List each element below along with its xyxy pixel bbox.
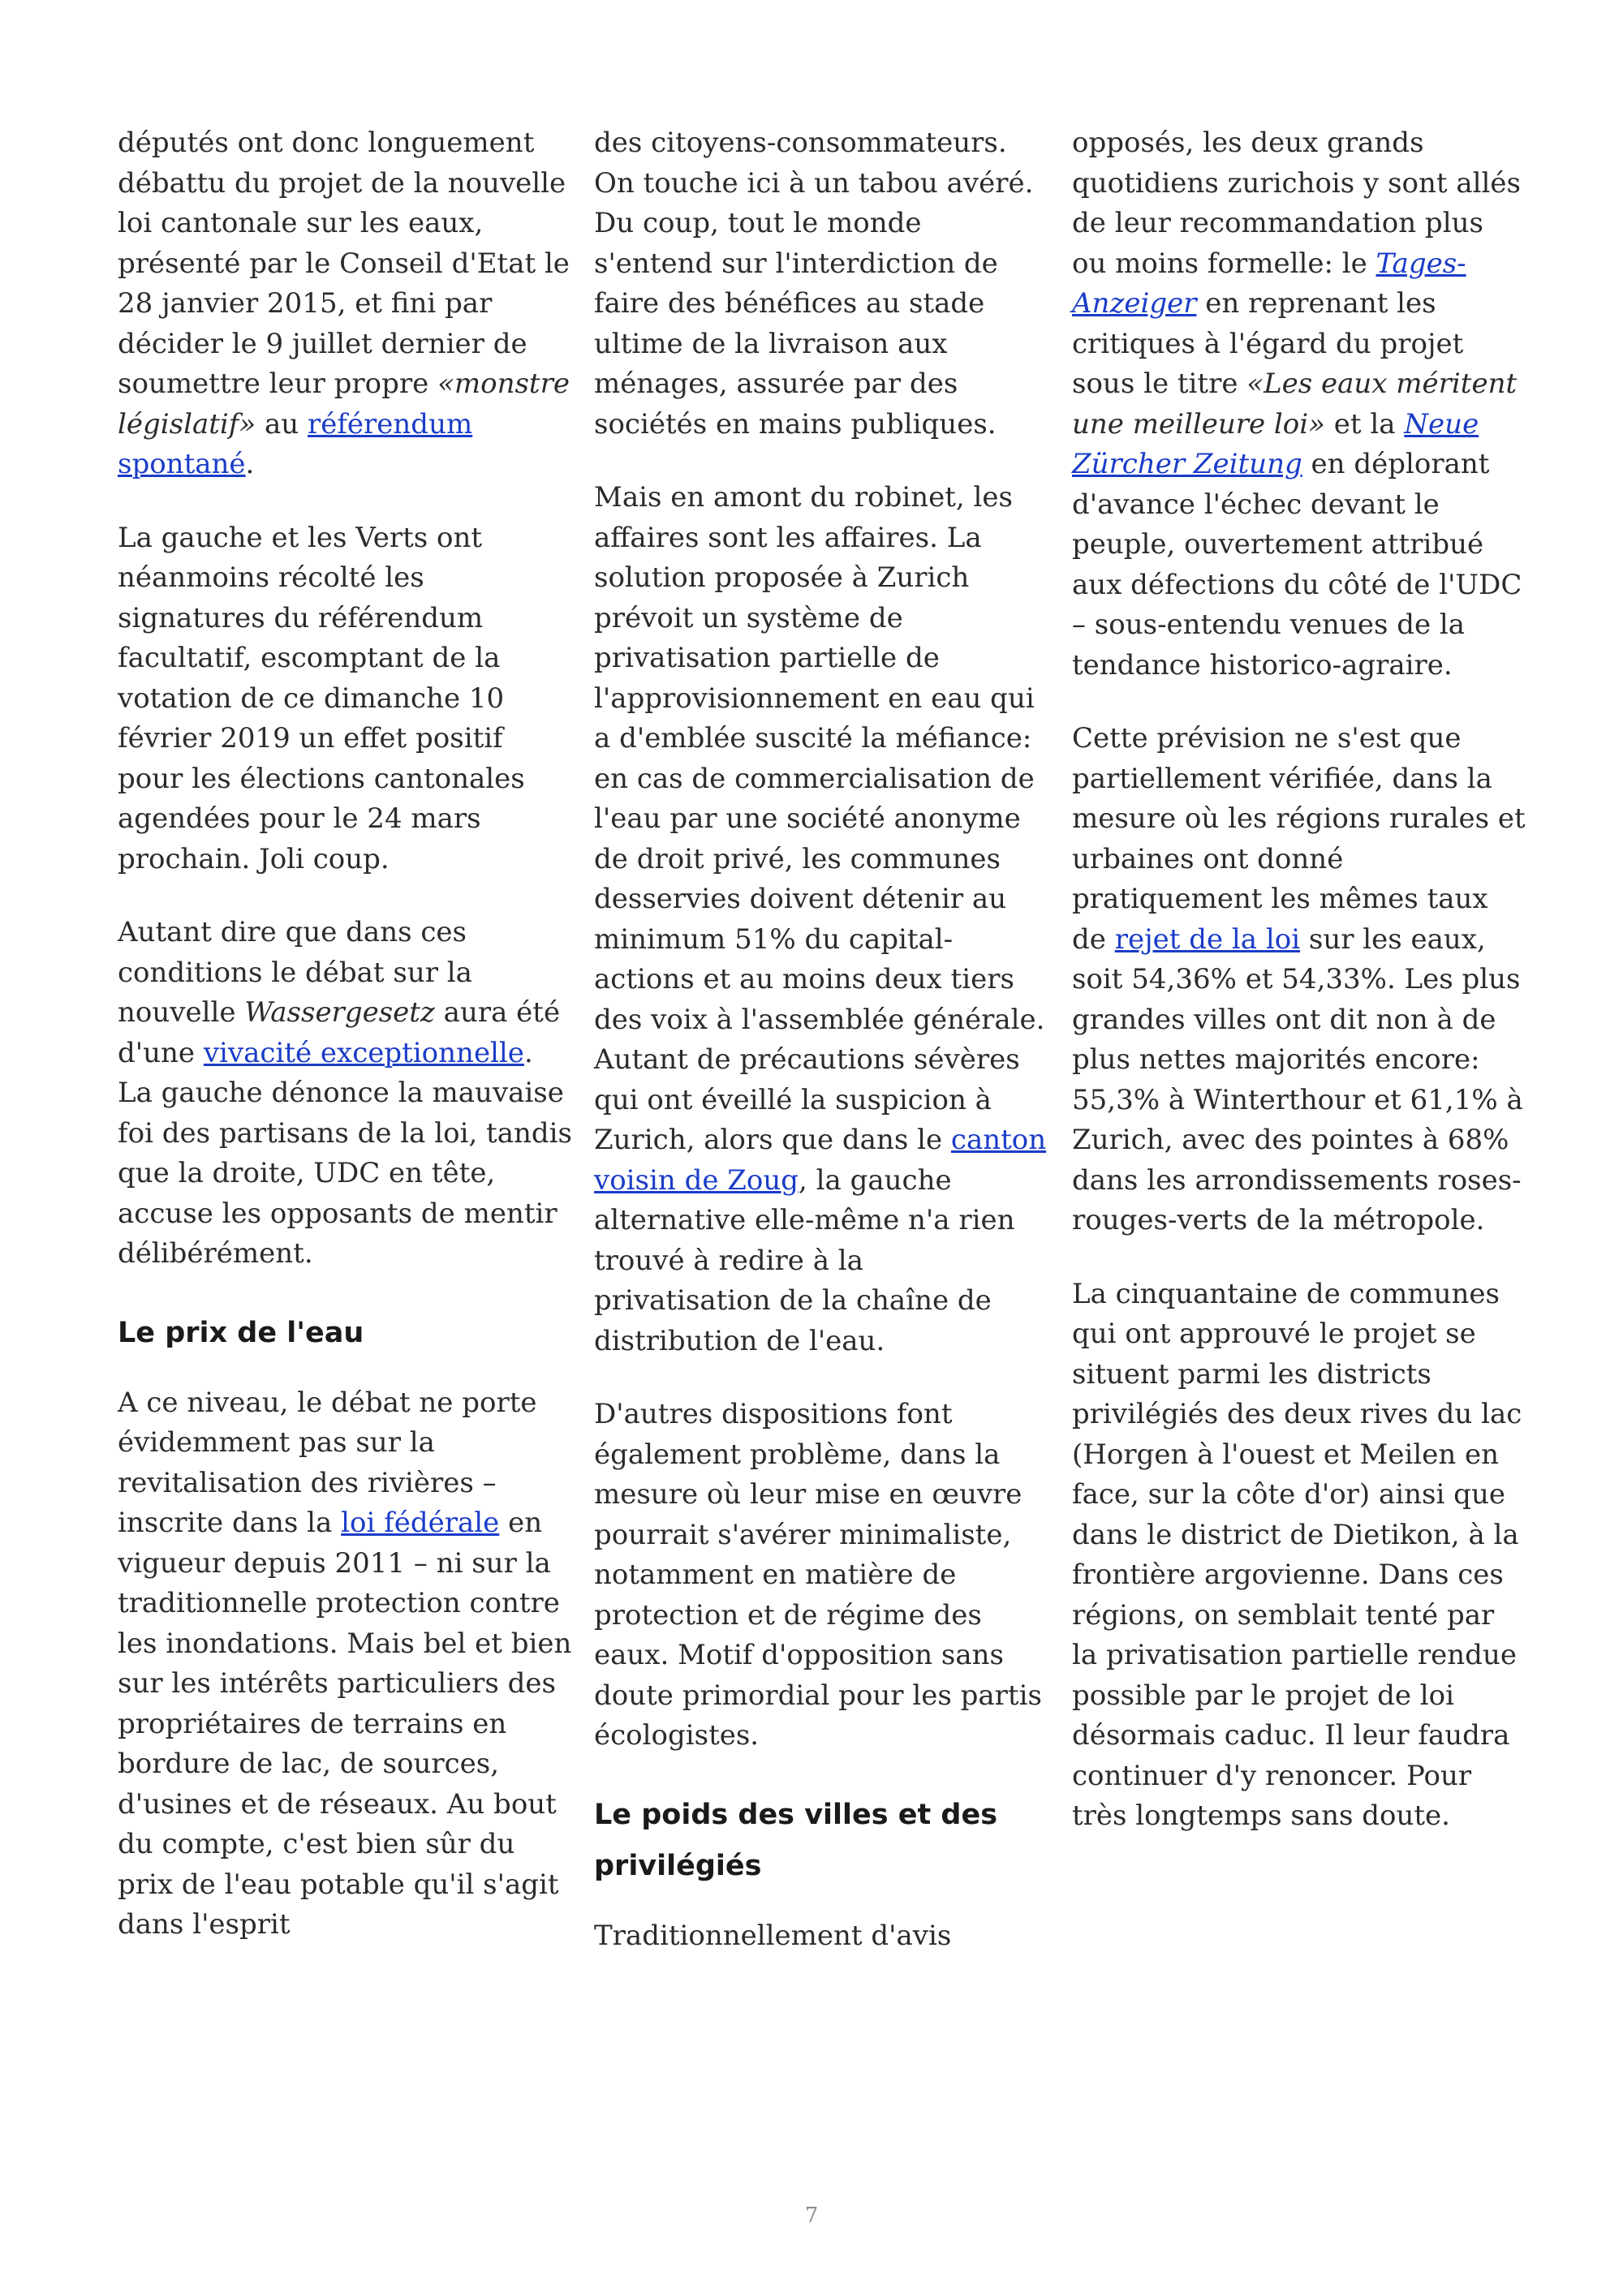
link-canton-voisin-zoug[interactable]: canton voisin de Zoug [594, 1124, 1047, 1197]
link-rejet-de-la-loi[interactable]: rejet de la loi [1114, 922, 1301, 956]
paragraph: Mais en amont du robinet, les affaires sont les affaires. La solution proposée à Zurich prévoit un système de privatisation partielle de l'approvisionnement en eau qui a d'emblée suscité la méfiance: en cas de commercialisation de l'eau par une société anonyme de droit privé, les communes desservies doivent détenir au minimum 51% du capital-actions et au moins deux tiers des voix à l'assemblée générale. Autant de précautions sévères qui ont éveillé la suspicion à Zurich, alors que dans le canton voisin de Zoug, la gauche alternative elle-même n'a rien trouvé à redire à la privatisation de la chaîne de distribution de l'eau. [594, 481, 1047, 1357]
paragraph: des citoyens-consommateurs. On touche ici à un tabou avéré. Du coup, tout le monde s'entend sur l'interdiction de faire des bénéfices au stade ultime de la livraison aux ménages, assurée par des sociétés en mains publiques. [594, 127, 1034, 441]
section-heading-prix-eau: Le prix de l'eau [118, 1316, 364, 1349]
link-loi-federale[interactable]: loi fédérale [341, 1507, 500, 1539]
link-vivacite-exceptionnelle[interactable]: vivacité exceptionnelle [203, 1036, 524, 1069]
paragraph: opposés, les deux grands quotidiens zurichois y sont allés de leur recommandation plus ou moins formelle: le Tages-Anzeiger en reprenant les critiques à l'égard du projet sous le titre «Les eaux méritent une meilleure loi» et la Neue Zürcher Zeitung en déplorant d'avance l'échec devant le peuple, ouvertement attribué aux défections du côté de l'UDC – sous-entendu venues de la tendance historico-agraire. [1072, 127, 1522, 681]
quote-monstre-legislatif: «monstre législatif» [118, 368, 570, 441]
term-wassergesetz: Wassergesetz [244, 996, 435, 1029]
paragraph: D'autres dispositions font également problème, dans la mesure où leur mise en œuvre pourrait s'avérer minimaliste, notamment en matière de protection et de régime des eaux. Motif d'opposition sans doute primordial pour les partis écologistes. [594, 1398, 1042, 1752]
paragraph: Cette prévision ne s'est que partiellement vérifiée, dans la mesure où les régions rurales et urbaines ont donné pratiquement les mêmes taux de rejet de la loi sur les eaux, soit 54,36% et 54,33%. Les plus grandes villes ont dit non à de plus nettes majorités encore: 55,3% à Winterthour et 61,1% à Zurich, avec des pointes à 68% dans les arrondissements roses-rouges-verts de la métropole. [1072, 722, 1526, 1236]
link-referendum-spontane[interactable]: référendum spontané [118, 407, 473, 480]
paragraph: A ce niveau, le débat ne porte évidemment pas sur la revitalisation des rivières – inscrite dans la loi fédérale en vigueur depuis 2011 – ni sur la traditionnelle protection contre les inondations. Mais bel et bien sur les intérêts particuliers des propriétaires de terrains en bordure de lac, de sources, d'usines et de réseaux. Au bout du compte, c'est bien sûr du prix de l'eau potable qu'il s'agit dans l'esprit [118, 1386, 572, 1941]
link-tages-anzeiger[interactable]: Tages-Anzeiger [1072, 247, 1466, 320]
page-number: 7 [804, 2204, 819, 2228]
column-3 [1072, 123, 1526, 1870]
paragraph: députés ont donc longuement débattu du projet de la nouvelle loi cantonale sur les eaux, présenté par le Conseil d'Etat le 28 janvier 2015, et fini par décider le 9 juillet dernier de soumettre leur propre «monstre législatif» au référendum spontané. [118, 127, 570, 480]
section-heading-poids-villes: Le poids des villes et des privilégiés [594, 1798, 998, 1882]
paragraph: La cinquantaine de communes qui ont approuvé le projet se situent parmi les districts privilégiés des deux rives du lac (Horgen à l'ouest et Meilen en face, sur la côte d'or) ainsi que dans le district de Dietikon, à la frontière argovienne. Dans ces régions, on semblait tenté par la privatisation partielle rendue possible par le projet de loi désormais caduc. Il leur faudra continuer d'y renoncer. Pour très longtemps sans doute. [1072, 1277, 1522, 1832]
paragraph: Traditionnellement d'avis [594, 1919, 952, 1952]
paragraph: Autant dire que dans ces conditions le débat sur la nouvelle Wassergesetz aura été d'une vivacité exceptionnelle. La gauche dénonce la mauvaise foi des partisans de la loi, tandis que la droite, UDC en tête, accuse les opposants de mentir délibérément. [118, 916, 572, 1270]
paragraph: La gauche et les Verts ont néanmoins récolté les signatures du référendum facultatif, escomptant de la votation de ce dimanche 10 février 2019 un effet positif pour les élections cantonales agendées pour le 24 mars prochain. Joli coup. [118, 521, 525, 875]
link-neue-zurcher-zeitung[interactable]: Neue Zürcher Zeitung [1072, 407, 1479, 480]
column-2 [594, 123, 1048, 1989]
column-1 [118, 123, 572, 1979]
quote-titre-article: «Les eaux méritent une meilleure loi» [1072, 368, 1518, 441]
